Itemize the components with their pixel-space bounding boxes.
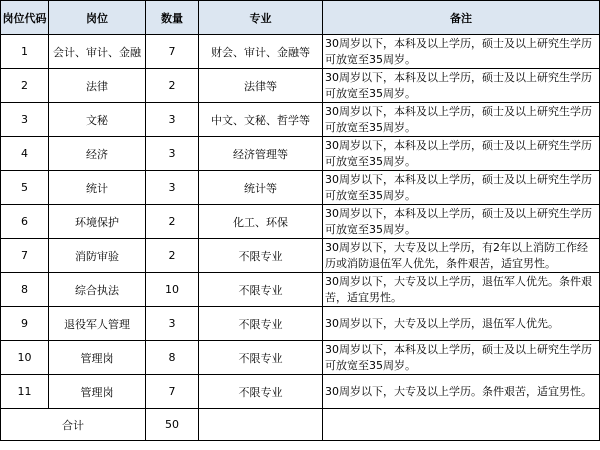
cell-code: 4	[1, 137, 49, 171]
cell-major: 不限专业	[199, 239, 323, 273]
cell-major: 不限专业	[199, 375, 323, 409]
cell-code: 10	[1, 341, 49, 375]
cell-code: 11	[1, 375, 49, 409]
cell-count: 7	[146, 375, 199, 409]
cell-note: 30周岁以下，大专及以上学历，退伍军人优先。	[323, 307, 600, 341]
cell-count: 8	[146, 341, 199, 375]
cell-position: 文秘	[49, 103, 146, 137]
total-label: 合计	[1, 409, 146, 441]
header-count: 数量	[146, 1, 199, 35]
cell-position: 管理岗	[49, 375, 146, 409]
header-position: 岗位	[49, 1, 146, 35]
cell-major: 经济管理等	[199, 137, 323, 171]
cell-major: 不限专业	[199, 341, 323, 375]
cell-major: 不限专业	[199, 307, 323, 341]
table-row	[1, 307, 600, 341]
table-row	[1, 239, 600, 273]
cell-position: 环境保护	[49, 205, 146, 239]
cell-note: 30周岁以下，本科及以上学历，硕士及以上研究生学历可放宽至35周岁。	[323, 69, 600, 103]
cell-position: 综合执法	[49, 273, 146, 307]
cell-code: 6	[1, 205, 49, 239]
table-row	[1, 205, 600, 239]
table-row	[1, 375, 600, 409]
cell-count: 10	[146, 273, 199, 307]
cell-major: 财会、审计、金融等	[199, 35, 323, 69]
cell-major: 不限专业	[199, 273, 323, 307]
cell-count: 2	[146, 69, 199, 103]
header-note: 备注	[323, 1, 600, 35]
cell-position: 会计、审计、金融	[49, 35, 146, 69]
cell-note: 30周岁以下，本科及以上学历，硕士及以上研究生学历可放宽至35周岁。	[323, 341, 600, 375]
cell-note: 30周岁以下，大专及以上学历，有2年以上消防工作经历或消防退伍军人优先，条件艰苦，适宜男性。	[323, 239, 600, 273]
total-empty-major	[199, 409, 323, 441]
cell-position: 经济	[49, 137, 146, 171]
header-major: 专业	[199, 1, 323, 35]
cell-note: 30周岁以下，本科及以上学历，硕士及以上研究生学历可放宽至35周岁。	[323, 35, 600, 69]
cell-count: 3	[146, 171, 199, 205]
cell-note: 30周岁以下，本科及以上学历，硕士及以上研究生学历可放宽至35周岁。	[323, 205, 600, 239]
cell-position: 管理岗	[49, 341, 146, 375]
total-count: 50	[146, 409, 199, 441]
cell-note: 30周岁以下，大专及以上学历，退伍军人优先。条件艰苦，适宜男性。	[323, 273, 600, 307]
cell-count: 7	[146, 35, 199, 69]
table-row	[1, 341, 600, 375]
cell-note: 30周岁以下，大专及以上学历。条件艰苦，适宜男性。	[323, 375, 600, 409]
cell-code: 2	[1, 69, 49, 103]
cell-code: 5	[1, 171, 49, 205]
cell-count: 3	[146, 103, 199, 137]
cell-code: 1	[1, 35, 49, 69]
table-row	[1, 103, 600, 137]
cell-major: 化工、环保	[199, 205, 323, 239]
cell-position: 消防审验	[49, 239, 146, 273]
cell-note: 30周岁以下，本科及以上学历，硕士及以上研究生学历可放宽至35周岁。	[323, 171, 600, 205]
table-row	[1, 273, 600, 307]
table-row	[1, 69, 600, 103]
cell-count: 3	[146, 307, 199, 341]
total-empty-note	[323, 409, 600, 441]
cell-code: 8	[1, 273, 49, 307]
cell-count: 3	[146, 137, 199, 171]
cell-code: 3	[1, 103, 49, 137]
table-row	[1, 171, 600, 205]
cell-code: 7	[1, 239, 49, 273]
cell-count: 2	[146, 205, 199, 239]
cell-major: 统计等	[199, 171, 323, 205]
table-row	[1, 137, 600, 171]
total-row	[1, 409, 600, 441]
header-row	[1, 1, 600, 35]
cell-major: 法律等	[199, 69, 323, 103]
cell-position: 法律	[49, 69, 146, 103]
table-row	[1, 35, 600, 69]
cell-position: 统计	[49, 171, 146, 205]
cell-count: 2	[146, 239, 199, 273]
cell-major: 中文、文秘、哲学等	[199, 103, 323, 137]
cell-note: 30周岁以下，本科及以上学历，硕士及以上研究生学历可放宽至35周岁。	[323, 103, 600, 137]
cell-code: 9	[1, 307, 49, 341]
cell-note: 30周岁以下，本科及以上学历，硕士及以上研究生学历可放宽至35周岁。	[323, 137, 600, 171]
cell-position: 退役军人管理	[49, 307, 146, 341]
header-code: 岗位代码	[1, 1, 49, 35]
